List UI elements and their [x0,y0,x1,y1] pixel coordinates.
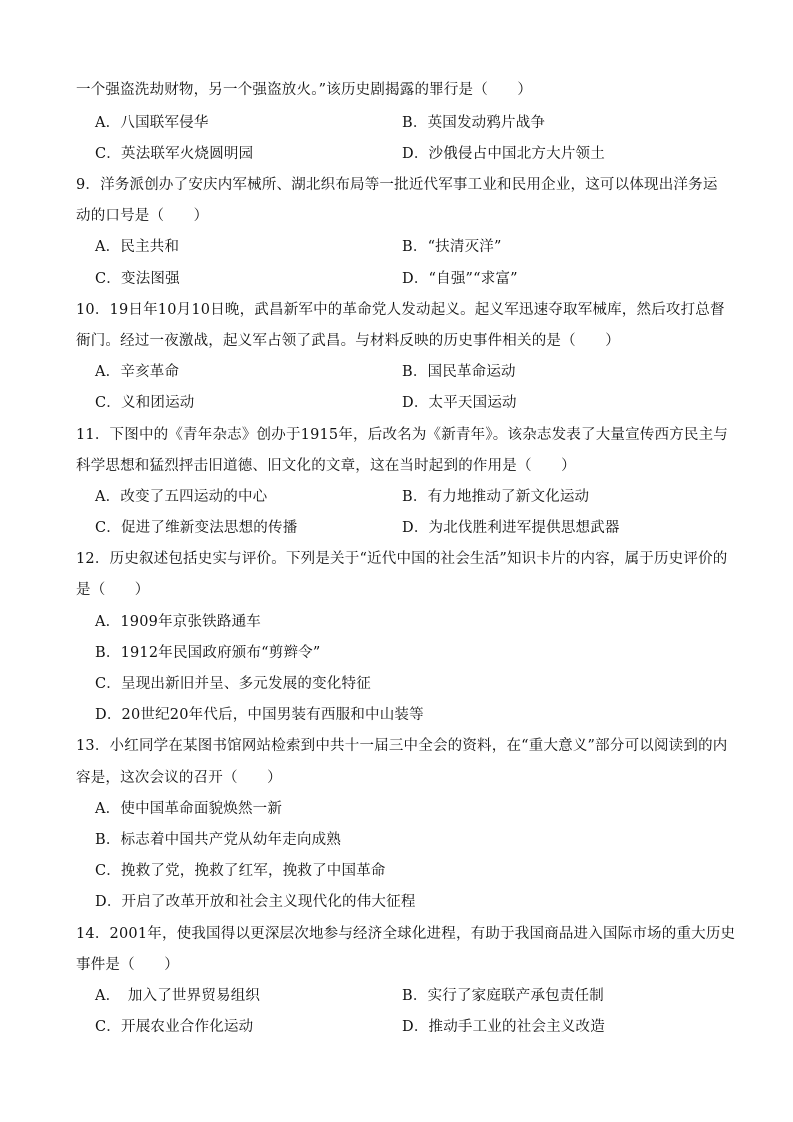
q14-option-a: A． 加入了世界贸易组织 [95,988,261,1004]
q13-option-c: C．挽救了党，挽救了红军，挽救了中国革命 [95,863,386,879]
q11-option-c: C．促进了维新变法思想的传播 [95,520,298,536]
q9-option-d: D．“自强”“求富” [402,271,518,287]
q13-option-a: A．使中国革命面貌焕然一新 [95,801,283,817]
q12-option-a: A．1909年京张铁路通车 [95,614,261,630]
q12-option-d: D．20世纪20年代后，中国男装有西服和中山装等 [95,707,424,723]
q8-option-b: B．英国发动鸦片战争 [402,115,546,131]
q11-option-a: A．改变了五四运动的中心 [95,489,268,505]
q13-stem-line1: 13．小红同学在某图书馆网站检索到中共十一届三中全会的资料，在“重大意义”部分可以阅读到的内 [76,738,728,754]
q10-option-c: C．义和团运动 [95,395,195,411]
q8-option-a: A．八国联军侵华 [95,115,209,131]
q11-option-d: D．为北伐胜利进军提供思想武器 [402,520,620,536]
q14-stem-line1: 14．2001年，使我国得以更深层次地参与经济全球化进程，有助于我国商品进入国际市场的重大历史 [76,926,736,942]
q9-stem-line2: 动的口号是（ ） [76,208,209,224]
q8-option-c: C．英法联军火烧圆明园 [95,146,254,162]
q9-option-a: A．民主共和 [95,239,180,255]
q9-option-b: B．“扶清灭洋” [402,239,502,255]
q12-option-c: C．呈现出新旧并呈、多元发展的变化特征 [95,676,371,692]
q11-option-b: B．有力地推动了新文化运动 [402,489,590,505]
q13-option-b: B．标志着中国共产党从幼年走向成熟 [95,832,342,848]
q14-option-c: C．开展农业合作化运动 [95,1019,254,1035]
q11-stem-line2: 科学思想和猛烈抨击旧道德、旧文化的文章，这在当时起到的作用是（ ） [76,458,576,474]
q13-stem-line2: 容是，这次会议的召开（ ） [76,770,282,786]
q10-option-a: A．辛亥革命 [95,364,180,380]
q14-option-b: B．实行了家庭联产承包责任制 [402,988,604,1004]
q9-stem-line1: 9．洋务派创办了安庆内军械所、湖北织布局等一批近代军事工业和民用企业，这可以体现出洋务运 [76,177,718,193]
q12-option-b: B．1912年民国政府颁布“剪辫令” [95,645,321,661]
q10-stem-line1: 10．19日年10月10日晚，武昌新军中的革命党人发动起义。起义军迅速夺取军械库，然后攻打总督 [76,302,725,318]
q10-option-b: B．国民革命运动 [402,364,516,380]
q14-option-d: D．推动手工业的社会主义改造 [402,1019,605,1035]
q11-stem-line1: 11．下图中的《青年杂志》创办于1915年，后改名为《新青年》。该杂志发表了大量宣传西方民主与 [76,427,728,443]
q10-stem-line2: 衙门。经过一夜激战，起义军占领了武昌。与材料反映的历史事件相关的是（ ） [76,333,620,349]
q14-stem-line2: 事件是（ ） [76,957,179,973]
q8-stem-line1: 一个强盗洗劫财物，另一个强盗放火。”该历史剧揭露的罪行是（ ） [76,82,533,98]
q12-stem-line1: 12．历史叙述包括史实与评价。下列是关于“近代中国的社会生活”知识卡片的内容，属于历史评价的 [76,551,728,567]
q8-option-d: D．沙俄侵占中国北方大片领土 [402,146,605,162]
q9-option-c: C．变法图强 [95,271,180,287]
q10-option-d: D．太平天国运动 [402,395,517,411]
q12-stem-line2: 是（ ） [76,582,150,598]
q13-option-d: D．开启了改革开放和社会主义现代化的伟大征程 [95,894,416,910]
